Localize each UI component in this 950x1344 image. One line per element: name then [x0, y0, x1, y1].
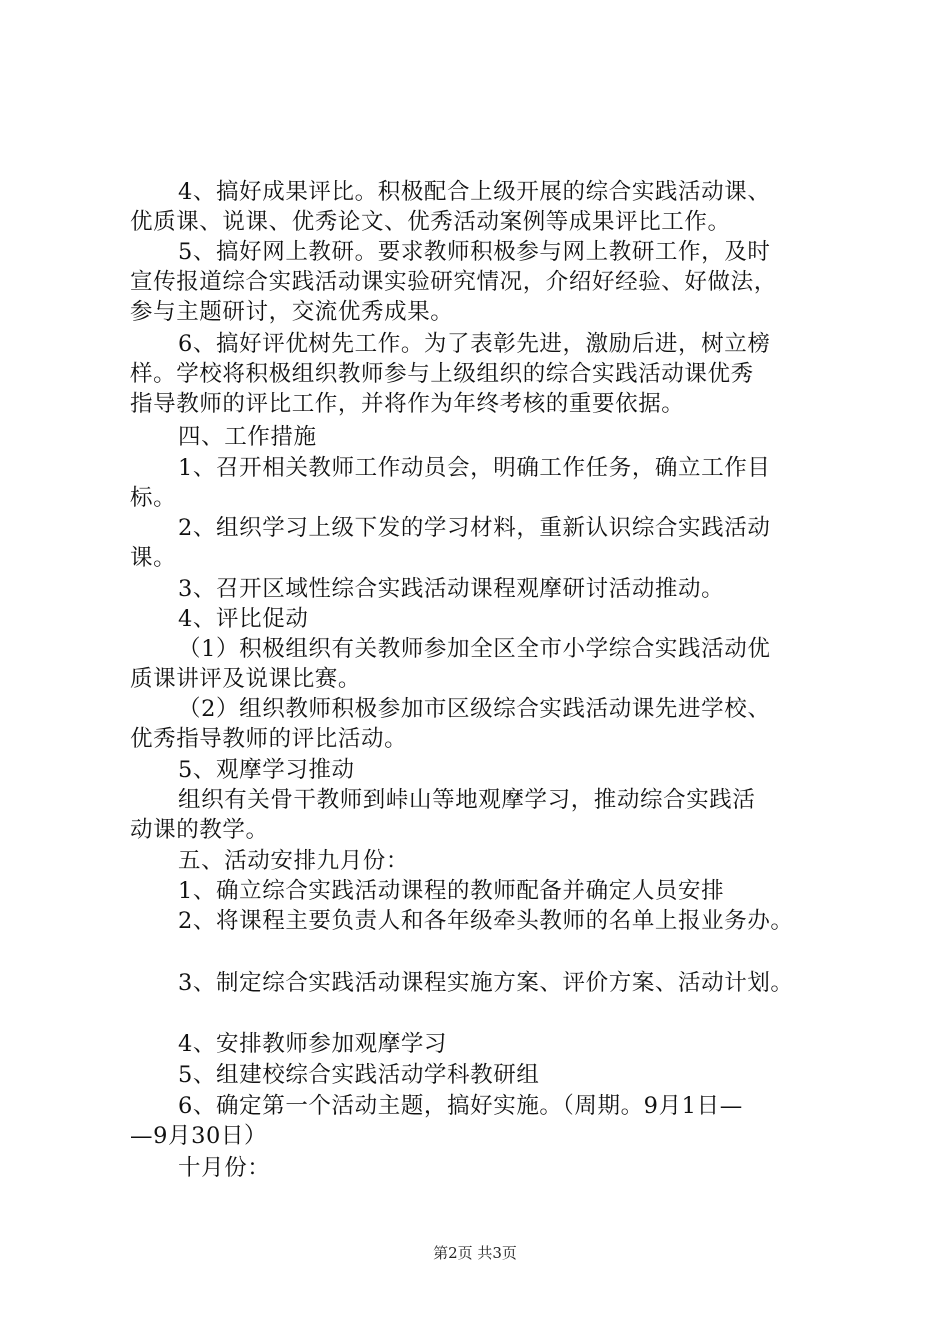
text-line: 6、搞好评优树先工作。为了表彰先进，激励后进，树立榜	[178, 331, 771, 357]
text-line: 5、搞好网上教研。要求教师积极参与网上教研工作，及时	[178, 239, 771, 265]
text-line: —9月30日）	[130, 1123, 268, 1149]
section-heading: 四、工作措施	[178, 424, 317, 450]
text-line: 质课讲评及说课比赛。	[130, 666, 362, 692]
text-line: 4、评比促动	[178, 606, 309, 632]
text-line: 1、确立综合实践活动课程的教师配备并确定人员安排	[178, 878, 725, 904]
text-line: 2、组织学习上级下发的学习材料，重新认识综合实践活动	[178, 515, 771, 541]
text-line: （2）组织教师积极参加市区级综合实践活动课先进学校、	[178, 696, 771, 722]
text-line: 5、观摩学习推动	[178, 757, 355, 783]
text-line: 优秀指导教师的评比活动。	[130, 726, 408, 752]
text-line: 6、确定第一个活动主题，搞好实施。（周期。9月1日—	[178, 1093, 743, 1119]
text-line: 2、将课程主要负责人和各年级牵头教师的名单上报业务办。	[178, 908, 794, 934]
text-line: 标。	[130, 485, 177, 511]
text-line: 组织有关骨干教师到峠山等地观摩学习，推动综合实践活	[178, 787, 756, 813]
text-line: 4、搞好成果评比。积极配合上级开展的综合实践活动课、	[178, 179, 771, 205]
text-line: 优质课、说课、优秀论文、优秀活动案例等成果评比工作。	[130, 209, 731, 235]
text-line: 3、制定综合实践活动课程实施方案、评价方案、活动计划。	[178, 970, 794, 996]
text-line: 样。学校将积极组织教师参与上级组织的综合实践活动课优秀	[130, 361, 754, 387]
section-heading: 十月份：	[178, 1155, 271, 1181]
text-line: 3、召开区域性综合实践活动课程观摩研讨活动推动。	[178, 576, 725, 602]
section-heading: 五、活动安排九月份：	[178, 848, 410, 874]
text-line: 4、安排教师参加观摩学习	[178, 1031, 448, 1057]
text-line: 指导教师的评比工作，并将作为年终考核的重要依据。	[130, 391, 685, 417]
text-line: 课。	[130, 545, 177, 571]
page-footer: 第2页 共3页	[433, 1244, 517, 1262]
text-line: 1、召开相关教师工作动员会，明确工作任务，确立工作目	[178, 455, 771, 481]
text-line: 参与主题研讨，交流优秀成果。	[130, 299, 454, 325]
text-line: 宣传报道综合实践活动课实验研究情况，介绍好经验、好做法，	[130, 269, 777, 295]
text-line: （1）积极组织有关教师参加全区全市小学综合实践活动优	[178, 636, 771, 662]
text-line: 5、组建校综合实践活动学科教研组	[178, 1062, 540, 1088]
text-line: 动课的教学。	[130, 817, 269, 843]
